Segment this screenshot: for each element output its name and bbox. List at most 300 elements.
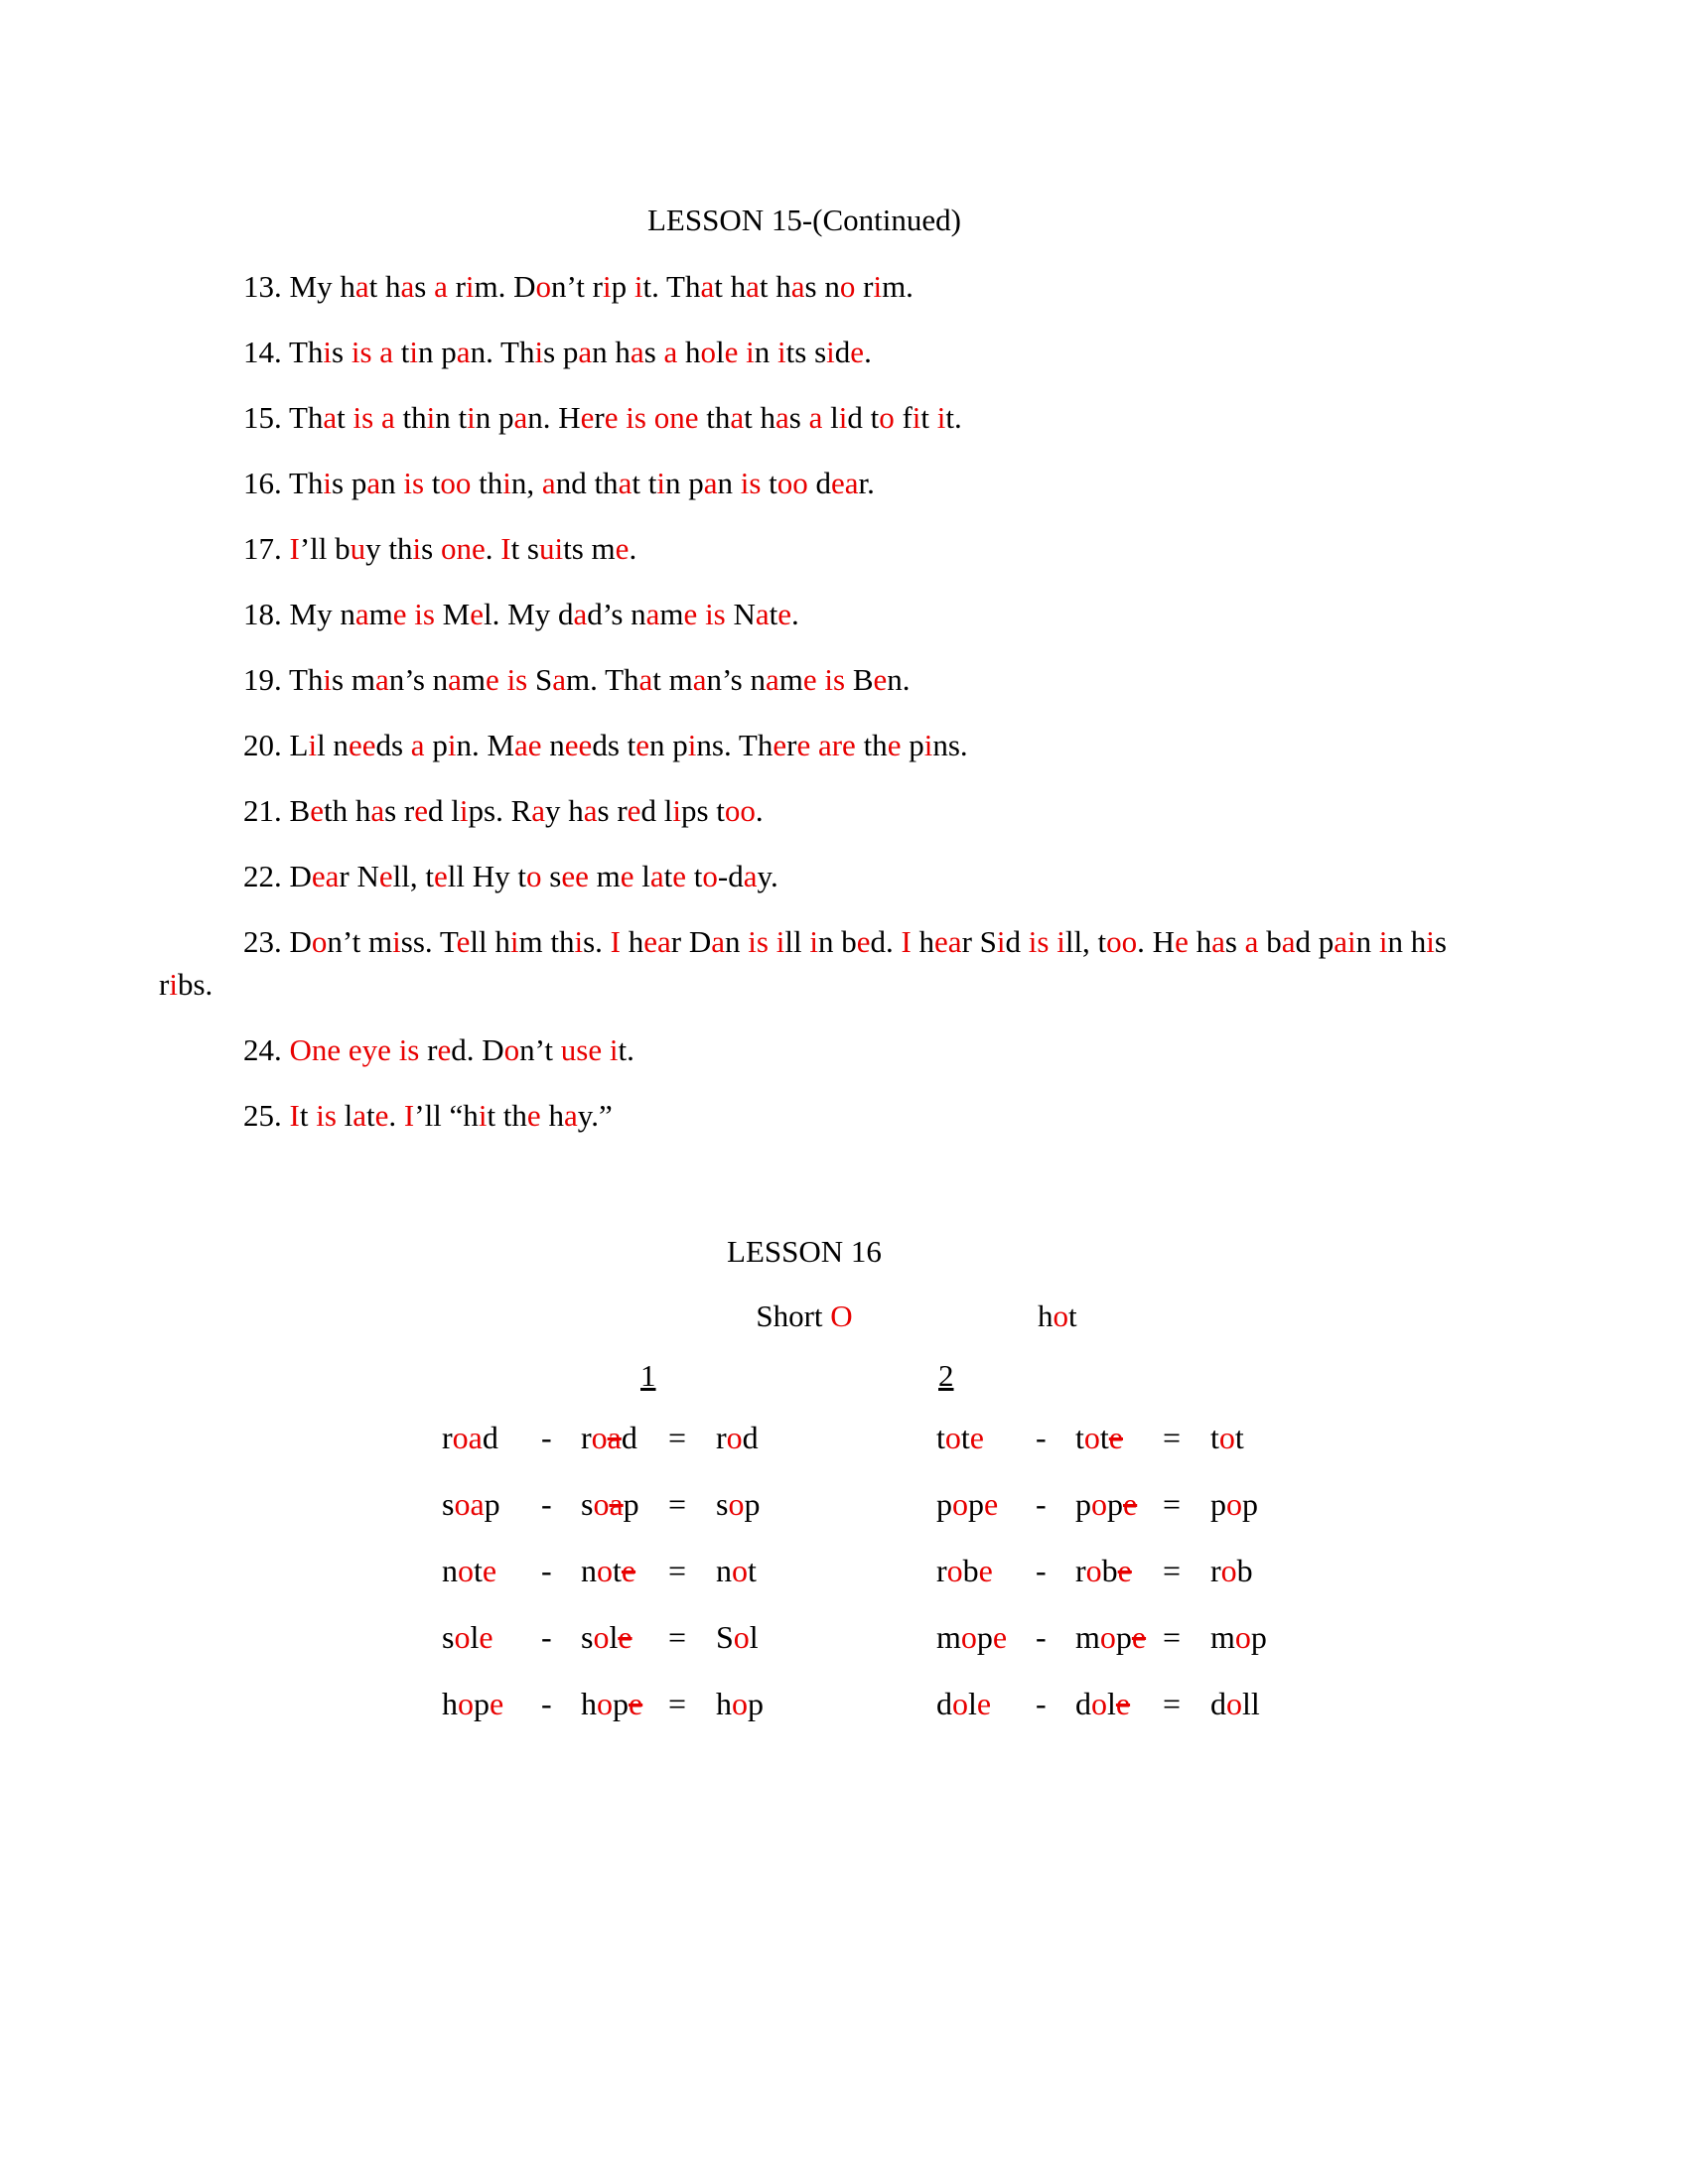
red-letter: i: [912, 400, 921, 435]
red-letter: a: [563, 1098, 578, 1133]
text-run: t: [1068, 1298, 1077, 1333]
red-letter: a: [434, 269, 448, 304]
text-run: t: [936, 1420, 945, 1455]
red-letter: e: [479, 1619, 493, 1655]
red-letter: ea: [831, 466, 859, 500]
word-struck: [581, 1617, 668, 1657]
text-run: -: [1036, 1486, 1047, 1522]
text-run: t: [474, 1553, 483, 1588]
text-run: f: [894, 400, 913, 435]
sentence-23: [159, 920, 1450, 1006]
text-run: d: [936, 1686, 952, 1721]
red-letter: a: [410, 728, 425, 762]
text-run: d l: [640, 793, 673, 828]
red-letter: a: [700, 269, 715, 304]
red-letter: o: [1091, 1686, 1107, 1721]
text-run: p: [968, 1486, 984, 1522]
red-letter: is: [626, 400, 646, 435]
red-letter: a: [663, 335, 678, 369]
red-letter: e: [969, 1420, 984, 1455]
red-letter: i: [775, 924, 785, 959]
red-letter: o: [1091, 1486, 1107, 1522]
text-run: 18. My n: [243, 597, 355, 631]
text-run: r N: [339, 859, 379, 893]
text-run: -: [541, 1686, 552, 1721]
minus-sign: [541, 1617, 581, 1657]
text-run: .: [485, 531, 501, 566]
text-run: [602, 1032, 610, 1067]
red-letter: a: [380, 400, 395, 435]
text-run: =: [1163, 1486, 1182, 1522]
text-run: s p: [543, 335, 579, 369]
red-letter: i: [838, 400, 848, 435]
minus-sign: [1036, 1684, 1075, 1723]
red-letter: one: [440, 531, 486, 566]
text-run: t: [366, 1098, 375, 1133]
text-run: h: [1188, 924, 1212, 959]
red-letter: ee: [561, 859, 589, 893]
red-letter: a: [1244, 924, 1259, 959]
text-run: t h: [368, 269, 401, 304]
sentence-14: [159, 331, 1450, 373]
text-run: -: [541, 1420, 552, 1455]
word-row: [442, 1617, 764, 1684]
red-letter: e: [392, 597, 407, 631]
text-run: LESSON 16: [727, 1234, 882, 1269]
text-run: l: [1107, 1686, 1116, 1721]
text-run: ts s: [785, 335, 827, 369]
word-long: [936, 1684, 1036, 1723]
text-run: y th: [365, 531, 413, 566]
red-letter: i: [392, 924, 401, 959]
text-run: 19. Th: [243, 662, 324, 697]
red-letter: o: [593, 1619, 610, 1655]
red-letter: i: [746, 335, 755, 369]
text-run: S: [716, 1619, 734, 1655]
word-long: [936, 1484, 1036, 1524]
red-letter: a: [730, 400, 745, 435]
text-run: -: [1036, 1553, 1047, 1588]
text-run: t: [761, 466, 777, 500]
text-run: d t: [847, 400, 880, 435]
red-letter: I: [901, 924, 912, 959]
red-letter: i: [602, 269, 612, 304]
red-letter: a: [448, 662, 462, 697]
text-run: s r: [384, 793, 415, 828]
text-run: n: [1355, 924, 1379, 959]
red-letter: a: [583, 793, 598, 828]
word-short: [1210, 1684, 1267, 1723]
red-letter: a: [456, 335, 471, 369]
text-run: n’t r: [551, 269, 603, 304]
text-run: th: [855, 728, 888, 762]
sentence-17: [159, 527, 1450, 570]
lesson16-subtitle: [159, 1298, 1450, 1334]
text-run: n’t: [519, 1032, 561, 1067]
struck-red-letter: a: [607, 1420, 622, 1455]
red-letter: i: [478, 1098, 488, 1133]
text-run: r: [447, 269, 466, 304]
text-run: s n: [804, 269, 840, 304]
equals-sign: [668, 1551, 716, 1590]
text-run: d: [834, 335, 851, 369]
red-letter: i: [672, 793, 681, 828]
text-run: 15. Th: [243, 400, 324, 435]
text-run: nd th: [555, 466, 619, 500]
red-letter: i: [1426, 924, 1435, 959]
minus-sign: [541, 1684, 581, 1723]
text-run: [810, 728, 818, 762]
red-letter: a: [630, 335, 644, 369]
equals-sign: [1163, 1617, 1210, 1657]
text-run: s: [421, 531, 441, 566]
text-run: d. D: [451, 1032, 504, 1067]
text-run: ’ll “h: [414, 1098, 479, 1133]
red-letter: oo: [724, 793, 756, 828]
red-letter: a: [354, 269, 369, 304]
red-letter: i: [467, 400, 476, 435]
red-letter: o: [733, 1619, 750, 1655]
red-letter: a: [552, 662, 567, 697]
word-row: [936, 1484, 1267, 1551]
red-letter: O: [830, 1298, 853, 1333]
word-short: [716, 1418, 764, 1457]
text-run: d: [742, 1420, 759, 1455]
text-run: p: [936, 1486, 952, 1522]
red-letter: e: [456, 924, 471, 959]
equals-sign: [668, 1617, 716, 1657]
text-run: ss. T: [400, 924, 457, 959]
text-run: t: [663, 859, 673, 893]
text-run: 2: [938, 1358, 954, 1393]
red-letter: i: [777, 335, 786, 369]
red-letter: i: [826, 335, 835, 369]
text-run: s: [1224, 924, 1245, 959]
text-run: t: [424, 466, 441, 500]
text-run: t t: [632, 466, 657, 500]
red-letter: ee: [348, 728, 376, 762]
text-run: 20. L: [243, 728, 309, 762]
red-letter: i: [409, 335, 419, 369]
red-letter: i: [936, 400, 946, 435]
red-letter: eye: [348, 1032, 391, 1067]
red-letter: e: [887, 728, 902, 762]
text-run: N: [725, 597, 756, 631]
text-run: t h: [759, 269, 791, 304]
text-run: t: [299, 1098, 317, 1133]
text-run: m: [1210, 1619, 1235, 1655]
red-letter: e: [635, 728, 650, 762]
red-letter: is: [352, 400, 374, 435]
text-run: m: [368, 597, 393, 631]
text-run: n p: [418, 335, 457, 369]
minus-sign: [541, 1551, 581, 1590]
red-letter: o: [702, 859, 718, 893]
red-letter: o: [1226, 1686, 1242, 1721]
red-letter: o: [1220, 1553, 1237, 1588]
red-letter: a: [541, 466, 556, 500]
text-run: s: [788, 400, 809, 435]
text-run: d p: [1295, 924, 1335, 959]
red-letter: e: [620, 859, 634, 893]
red-letter: e: [580, 400, 595, 435]
text-run: t.: [945, 400, 962, 435]
word-struck: [581, 1551, 668, 1590]
text-run: M: [434, 597, 471, 631]
text-run: p: [748, 1686, 764, 1721]
red-letter: e: [724, 335, 739, 369]
text-run: s: [716, 1486, 729, 1522]
minus-sign: [1036, 1551, 1075, 1590]
red-letter: e: [1175, 924, 1189, 959]
text-run: 14. Th: [243, 335, 324, 369]
text-run: n h: [592, 335, 631, 369]
red-letter: o: [458, 1686, 474, 1721]
red-letter: ai: [1334, 924, 1356, 959]
red-letter: e: [796, 728, 811, 762]
text-run: n t: [435, 400, 468, 435]
sentence-20: [159, 724, 1450, 766]
sentence-19: [159, 658, 1450, 701]
red-letter: e: [992, 1619, 1008, 1655]
red-letter: o: [1234, 1619, 1251, 1655]
sentence-24: [159, 1028, 1450, 1071]
red-letter: i: [459, 793, 469, 828]
text-run: n: [725, 924, 749, 959]
text-run: t s: [510, 531, 539, 566]
red-letter: e: [873, 662, 888, 697]
text-run: t: [686, 859, 703, 893]
lesson16-subtitle-example: [1038, 1298, 1077, 1334]
text-run: th: [698, 400, 731, 435]
text-run: n: [754, 335, 778, 369]
equals-sign: [668, 1684, 716, 1723]
red-letter: i: [412, 531, 422, 566]
red-letter: e: [310, 793, 324, 828]
text-run: ns. Th: [696, 728, 774, 762]
text-run: [499, 662, 507, 697]
struck-red-letter: a: [609, 1486, 624, 1522]
red-letter: oo: [440, 466, 472, 500]
word-short: [716, 1484, 764, 1524]
text-run: n’s n: [706, 662, 766, 697]
text-run: y h: [545, 793, 584, 828]
red-letter: a: [765, 662, 779, 697]
text-run: t: [1099, 1420, 1109, 1455]
text-run: ds: [375, 728, 411, 762]
red-letter: o: [597, 1553, 613, 1588]
text-run: p: [976, 1619, 993, 1655]
red-letter: ea: [311, 859, 340, 893]
text-run: ts m: [563, 531, 616, 566]
lesson15-title: [159, 199, 1450, 241]
equals-sign: [1163, 1684, 1210, 1723]
text-run: l n: [317, 728, 349, 762]
text-run: r: [936, 1553, 947, 1588]
red-letter: o: [597, 1686, 613, 1721]
text-run: =: [1163, 1420, 1182, 1455]
red-letter: o: [1053, 1298, 1068, 1333]
text-run: p: [1107, 1486, 1123, 1522]
text-run: s: [414, 269, 435, 304]
text-run: l: [633, 859, 650, 893]
red-letter: o: [452, 1420, 469, 1455]
text-run: r.: [858, 466, 875, 500]
text-run: m: [778, 662, 803, 697]
text-run: -: [1036, 1420, 1047, 1455]
red-letter: o: [311, 924, 328, 959]
text-run: n: [581, 1553, 597, 1588]
red-letter: u: [350, 531, 366, 566]
text-run: s r: [159, 924, 1447, 1002]
struck-red-letter: e: [618, 1619, 633, 1655]
text-run: m: [588, 859, 621, 893]
red-letter: o: [454, 1486, 471, 1522]
text-run: l: [470, 1619, 480, 1655]
red-letter: o: [839, 269, 856, 304]
red-letter: o: [700, 335, 717, 369]
text-run: h: [581, 1686, 597, 1721]
text-run: l. My d: [484, 597, 574, 631]
text-run: n: [442, 1553, 458, 1588]
text-run: n’t m: [327, 924, 393, 959]
text-run: [646, 400, 654, 435]
word-short: [1210, 1418, 1267, 1457]
text-run: th h: [323, 793, 371, 828]
text-run: =: [668, 1686, 687, 1721]
text-run: =: [1163, 1553, 1182, 1588]
red-letter: e: [672, 859, 687, 893]
text-run: n. M: [456, 728, 515, 762]
red-letter: is: [351, 335, 372, 369]
text-run: m. D: [474, 269, 536, 304]
text-run: l: [716, 335, 725, 369]
text-run: -: [541, 1553, 552, 1588]
text-run: n p: [649, 728, 688, 762]
red-letter: a: [711, 924, 726, 959]
text-run: p: [1075, 1486, 1091, 1522]
struck-red-letter: e: [1131, 1619, 1147, 1655]
text-run: t. Th: [642, 269, 701, 304]
word-row: [442, 1551, 764, 1617]
text-run: m.: [882, 269, 914, 304]
word-row: [442, 1418, 764, 1484]
text-run: p: [484, 1486, 500, 1522]
red-letter: o: [946, 1553, 963, 1588]
text-run: r: [442, 1420, 453, 1455]
word-struck: [1075, 1551, 1163, 1590]
lesson16-subtitle-left: [756, 1298, 852, 1333]
struck-red-letter: e: [1108, 1420, 1123, 1455]
text-run: ll: [784, 924, 810, 959]
red-letter: a: [645, 597, 660, 631]
minus-sign: [1036, 1484, 1075, 1524]
red-letter: e: [978, 1553, 993, 1588]
text-run: ll Hy t: [447, 859, 526, 893]
text-run: r: [419, 1032, 438, 1067]
text-run: r D: [670, 924, 712, 959]
equals-sign: [1163, 1418, 1210, 1457]
red-letter: a: [470, 1486, 485, 1522]
red-letter: is: [506, 662, 528, 697]
text-run: B: [845, 662, 874, 697]
text-run: n.: [887, 662, 911, 697]
red-letter: o: [591, 1420, 608, 1455]
text-run: [341, 1032, 349, 1067]
red-letter: I: [610, 924, 621, 959]
red-letter: is: [740, 466, 762, 500]
red-letter: a: [513, 400, 528, 435]
word-long: [442, 1551, 541, 1590]
red-letter: one: [653, 400, 699, 435]
text-run: th: [471, 466, 503, 500]
red-letter: I: [500, 531, 511, 566]
text-run: l: [609, 1619, 619, 1655]
red-letter: is: [414, 597, 435, 631]
text-run: t: [769, 597, 778, 631]
text-run: t: [748, 1553, 757, 1588]
red-letter: o: [732, 1553, 748, 1588]
text-run: ll h: [470, 924, 510, 959]
text-run: -d: [717, 859, 744, 893]
red-letter: o: [454, 1619, 471, 1655]
word-struck: [581, 1418, 668, 1457]
red-letter: ui: [539, 531, 564, 566]
red-letter: e: [856, 924, 871, 959]
text-run: t: [1234, 1420, 1244, 1455]
text-run: t h: [744, 400, 775, 435]
text-run: n: [717, 466, 741, 500]
text-run: .: [791, 597, 799, 631]
struck-red-letter: e: [1123, 1486, 1138, 1522]
lesson15-section: [159, 199, 1450, 1160]
text-run: b: [1236, 1553, 1253, 1588]
red-letter: i: [1378, 924, 1388, 959]
sentence-13: [159, 265, 1450, 308]
red-letter: a: [352, 1098, 367, 1133]
red-letter: a: [400, 269, 415, 304]
text-run: 1: [640, 1358, 656, 1393]
red-letter: are: [817, 728, 856, 762]
red-letter: i: [308, 728, 318, 762]
red-letter: a: [743, 859, 758, 893]
sentence-21: [159, 789, 1450, 832]
red-letter: a: [692, 662, 707, 697]
red-letter: i: [323, 662, 333, 697]
text-run: n b: [817, 924, 857, 959]
minus-sign: [541, 1418, 581, 1457]
text-run: m. Th: [566, 662, 639, 697]
text-run: s: [643, 335, 664, 369]
red-letter: i: [574, 924, 584, 959]
red-letter: i: [873, 269, 883, 304]
text-run: h: [1038, 1298, 1054, 1333]
red-letter: ea: [934, 924, 962, 959]
word-short: [716, 1617, 764, 1657]
text-run: s: [442, 1619, 455, 1655]
red-letter: a: [1281, 924, 1296, 959]
red-letter: i: [426, 400, 436, 435]
text-run: l: [968, 1686, 977, 1721]
red-letter: is: [705, 597, 726, 631]
text-run: t: [1210, 1420, 1219, 1455]
red-letter: a: [649, 859, 664, 893]
text-run: s: [332, 335, 352, 369]
red-letter: e: [470, 597, 485, 631]
red-letter: i: [509, 924, 519, 959]
text-run: s: [541, 859, 562, 893]
text-run: n,: [510, 466, 542, 500]
